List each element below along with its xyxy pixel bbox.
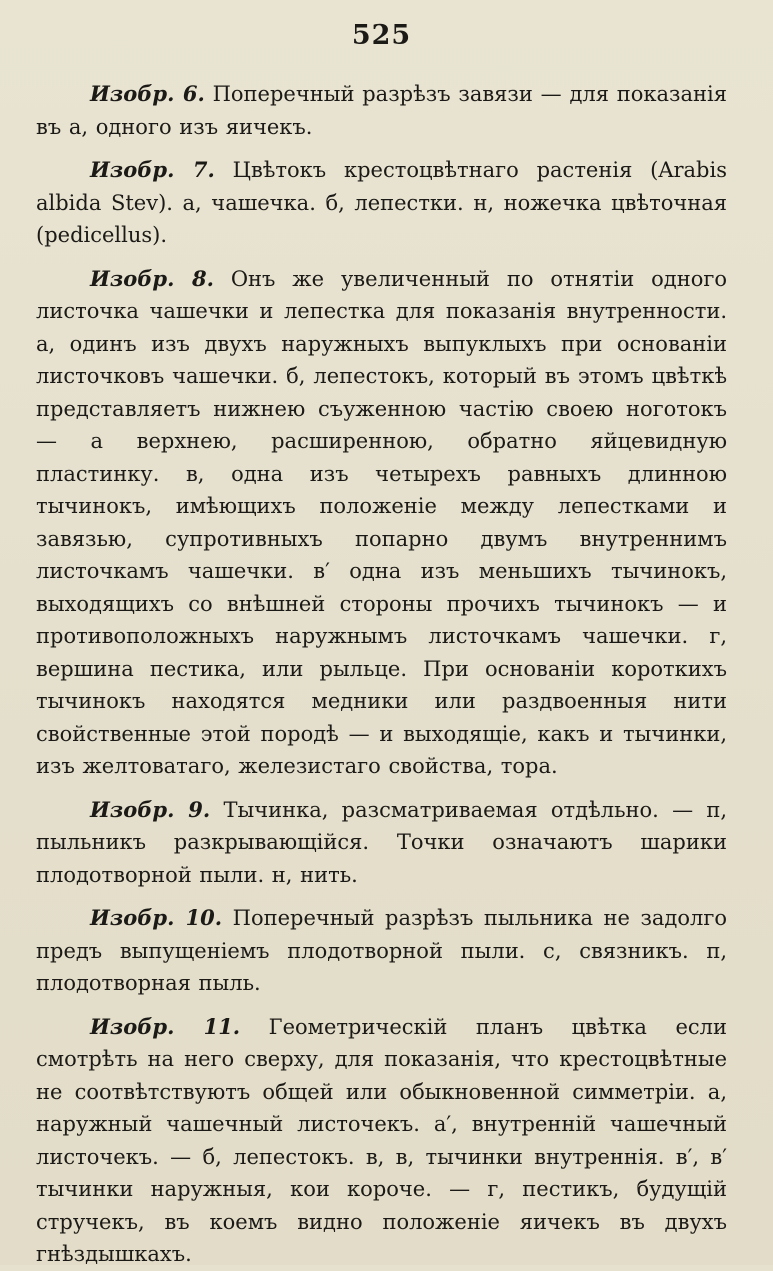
paragraph-fig-11 (36, 1011, 727, 1271)
figure-label: Изобр. 7. (90, 157, 215, 182)
paragraph-fig-10 (36, 902, 727, 1000)
paragraph-text: Поперечный разрѣзъ завязи — для показанія въ а, одного изъ яичекъ. (36, 82, 727, 139)
paragraph-text: Тычинка, разсматриваемая отдѣльно. — п, пыльникъ разкрывающійся. Точки означаютъ шарики плодотворной пыли. н, нить. (36, 797, 727, 887)
paragraph-fig-8 (36, 263, 727, 783)
paragraph-fig-6 (36, 78, 727, 143)
paragraph-text: Онъ же увеличенный по отнятіи одного листочка чашечки и лепестка для показанія внутренности. а, одинъ изъ двухъ наружныхъ выпуклыхъ при основаніи листочковъ чашечки. б, лепестокъ, который въ этомъ цвѣткѣ представляетъ нижнею съуженною частію своею ноготокъ — а верхнею, расширенною, обратно яйцевидную пластинку. в, одна изъ четырехъ равныхъ длинною тычинокъ, имѣющихъ положеніе между лепестками и завязью, супротивныхъ попарно двумъ внутреннимъ листочкамъ чашечки. в′ одна изъ меньшихъ тычинокъ, выходящихъ со внѣшней стороны прочихъ тычинокъ — и противоположныхъ наружнымъ листочкамъ чашечки. г, вершина пестика, или рыльце. При основаніи короткихъ тычинокъ находятся медники или раздвоенныя нити свойственные этой породѣ — и выходящіе, какъ и тычинки, изъ желтоватаго, железистаго свойства, тора. (36, 266, 727, 778)
figure-label: Изобр. 8. (90, 265, 214, 291)
figure-label: Изобр. 6. (90, 81, 205, 106)
paragraph-text: Цвѣтокъ крестоцвѣтнаго растенія (Arabis albida Stev). а, чашечка. б, лепестки. н, ножечка цвѣточная (pedicellus). (36, 158, 727, 247)
paragraph-text: Поперечный разрѣзъ пыльника не задолго предъ выпущеніемъ плодотворной пыли. с, связникъ. п, плодотворная пыль. (36, 906, 727, 995)
page-number: 525 (351, 20, 412, 51)
paragraph-fig-7 (36, 154, 727, 252)
figure-label: Изобр. 10. (90, 905, 223, 930)
paragraph-text: Геометрическій планъ цвѣтка если смотрѣть на него сверху, для показанія, что крестоцвѣтные не соотвѣтствуютъ общей или обыкновенной симметріи. а, наружный чашечный листочекъ. а′, внутренній чашечный листочекъ. — б, лепестокъ. в, в, тычинки внутреннія. в′, в′ тычинки наружныя, кои короче. — г, пестикъ, будущій стручекъ, въ коемъ видно положеніе яичекъ въ двухъ гнѣздышкахъ. (36, 1014, 727, 1266)
paragraph-fig-9 (36, 794, 727, 892)
figure-label: Изобр. 11. (90, 1013, 241, 1039)
figure-label: Изобр. 9. (90, 796, 211, 822)
